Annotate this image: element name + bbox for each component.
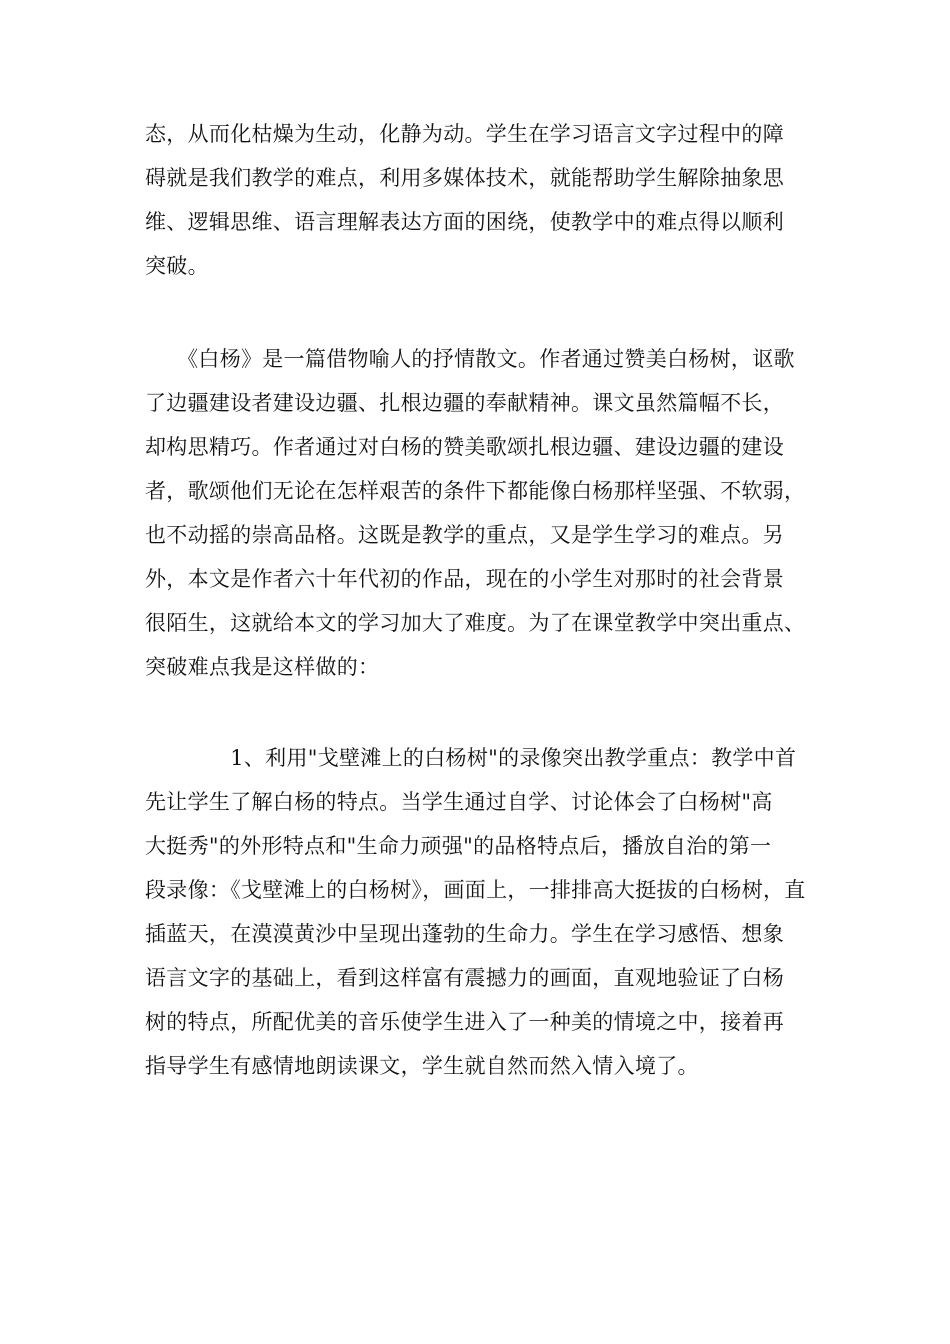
text-line: 《白杨》是一篇借物喻人的抒情散文。作者通过赞美白杨树，讴歌 xyxy=(145,347,795,371)
text-line: 先让学生了解白杨的特点。当学生通过自学、讨论体会了白杨树"高 xyxy=(145,790,773,814)
text-line: 态，从而化枯燥为生动，化静为动。学生在学习语言文字过程中的障 xyxy=(145,122,784,146)
text-line: 外，本文是作者六十年代初的作品，现在的小学生对那时的社会背景 xyxy=(145,567,784,591)
text-line: 却构思精巧。作者通过对白杨的赞美歌颂扎根边疆、建设边疆的建设 xyxy=(145,435,784,459)
text-line: 很陌生，这就给本文的学习加大了难度。为了在课堂教学中突出重点、 xyxy=(145,611,806,635)
text-line: 了边疆建设者建设边疆、扎根边疆的奉献精神。课文虽然篇幅不长， xyxy=(145,391,784,415)
text-line: 者，歌颂他们无论在怎样艰苦的条件下都能像白杨那样坚强、不软弱， xyxy=(145,479,806,503)
text-line: 插蓝天，在漠漠黄沙中呈现出蓬勃的生命力。学生在学习感悟、想象 xyxy=(145,922,784,946)
paragraph-1 xyxy=(145,112,825,288)
text-line: 维、逻辑思维、语言理解表达方面的困绕，使教学中的难点得以顺利 xyxy=(145,210,784,234)
text-line: 树的特点，所配优美的音乐使学生进入了一种美的情境之中，接着再 xyxy=(145,1010,784,1034)
text-line: 突破。 xyxy=(145,254,209,278)
paragraph-2 xyxy=(145,337,825,689)
text-line: 大挺秀"的外形特点和"生命力顽强"的品格特点后，播放自治的第一 xyxy=(145,834,772,858)
text-line: 碍就是我们教学的难点，利用多媒体技术，就能帮助学生解除抽象思 xyxy=(145,166,784,190)
text-line: 1、利用"戈壁滩上的白杨树"的录像突出教学重点：教学中首 xyxy=(145,746,797,770)
text-line: 突破难点我是这样做的： xyxy=(145,655,380,679)
text-line: 语言文字的基础上，看到这样富有震撼力的画面，直观地验证了白杨 xyxy=(145,966,784,990)
text-line: 也不动摇的崇高品格。这既是教学的重点，又是学生学习的难点。另 xyxy=(145,523,784,547)
text-line: 指导学生有感情地朗读课文，学生就自然而然入情入境了。 xyxy=(145,1054,699,1078)
text-line: 段录像：《戈壁滩上的白杨树》，画面上，一排排高大挺拔的白杨树，直 xyxy=(145,878,806,902)
paragraph-3 xyxy=(145,736,825,1088)
